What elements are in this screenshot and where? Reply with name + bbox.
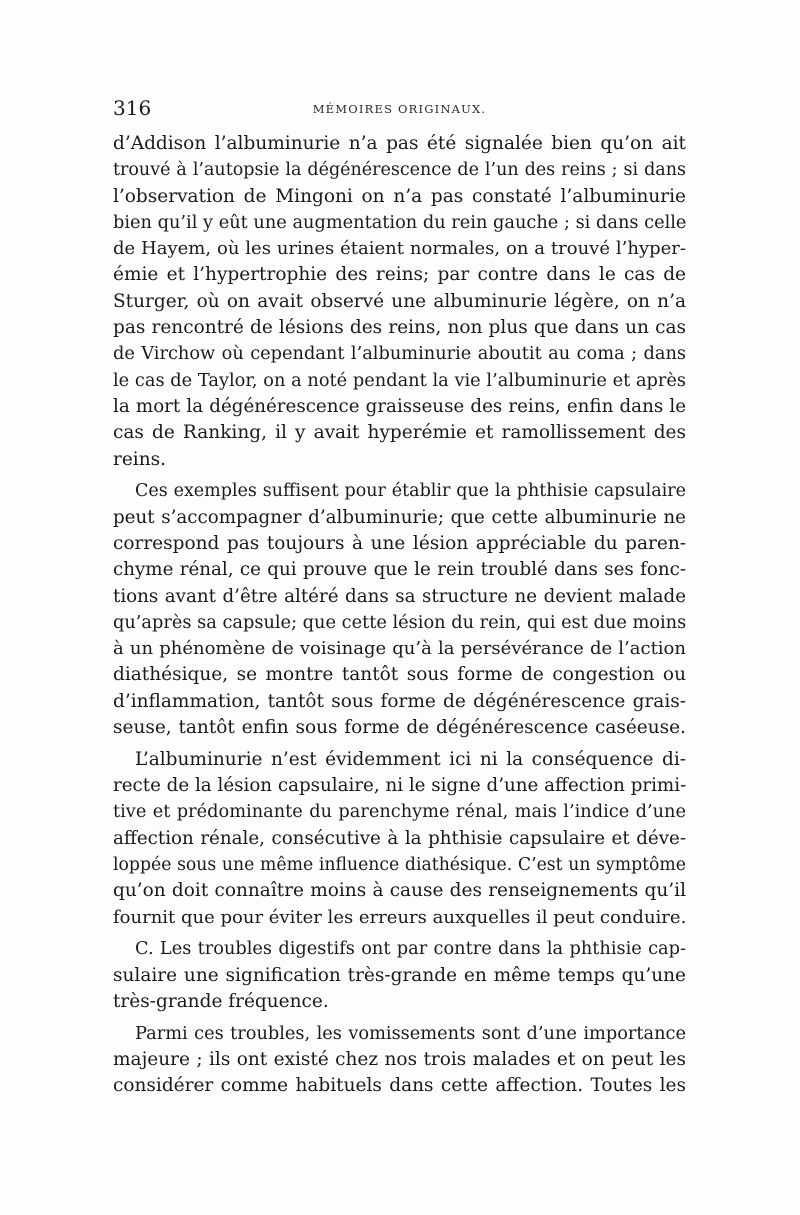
- text-line: Sturger, où on avait observé une albuminurie légère, on n’a: [113, 290, 686, 312]
- running-head: [113, 96, 686, 120]
- page-number: 316: [113, 96, 152, 120]
- text-line: de Virchow où cependant l’albuminurie aboutit au coma ; dans: [113, 344, 686, 365]
- text-line: recte de la lésion capsulaire, ni le signe d’une affection primi-: [113, 775, 687, 797]
- text-line: à un phénomène de voisinage qu’à la persévérance de l’action: [113, 638, 686, 660]
- paragraph: [113, 478, 686, 741]
- text-line: sulaire une signification très-grande en même temps qu’une: [113, 964, 686, 986]
- text-line: bien qu’il y eût une augmentation du rein gauche ; si dans celle: [113, 212, 687, 233]
- text-line: cas de Ranking, il y avait hyperémie et ramollissement des: [113, 422, 686, 444]
- text-line: d’inflammation, tantôt sous forme de dégénérescence grais-: [113, 690, 686, 712]
- text-line: diathésique, se montre tantôt sous forme de congestion ou: [113, 664, 686, 686]
- text-line: fournit que pour éviter les erreurs auxquelles il peut conduire.: [113, 906, 687, 928]
- text-line: très-grande fréquence.: [113, 991, 329, 1012]
- paragraph: [113, 1021, 686, 1100]
- text-line: pas rencontré de lésions des reins, non plus que dans un cas: [113, 317, 686, 339]
- text-line: considérer comme habituels dans cette affection. Toutes les: [113, 1075, 686, 1097]
- text-line: L’albuminurie n’est évidemment ici ni la conséquence di-: [135, 748, 686, 770]
- text-line: affection rénale, consécutive à la phthisie capsulaire et déve-: [113, 827, 686, 849]
- text-line: C. Les troubles digestifs ont par contre dans la phthisie cap-: [135, 939, 686, 960]
- text-line: la mort la dégénérescence graisseuse des reins, enfin dans le: [113, 395, 686, 417]
- text-line: loppée sous une même influence diathésique. C’est un symptôme: [113, 855, 686, 876]
- text-line: d’Addison l’albuminurie n’a pas été signalée bien qu’on ait: [113, 133, 686, 154]
- text-line: majeure ; ils ont existé chez nos trois malades et on peut les: [113, 1049, 686, 1071]
- text-line: trouvé à l’autopsie la dégénérescence de l’un des reins ; si dans: [113, 160, 686, 181]
- text-line: émie et l’hypertrophie des reins; par contre dans le cas de: [113, 264, 686, 286]
- text-line: seuse, tantôt enfin sous forme de dégénérescence caséeuse.: [113, 717, 686, 739]
- text-line: peut s’accompagner d’albuminurie; que cette albuminurie ne: [113, 506, 686, 528]
- paragraph: [113, 936, 686, 1015]
- text-line: tions avant d’être altéré dans sa structure ne devient malade: [113, 585, 686, 607]
- paragraph: [113, 131, 686, 473]
- text-line: reins.: [113, 448, 166, 470]
- paragraph: [113, 747, 686, 931]
- text-line: Parmi ces troubles, les vomissements sont d’une importance: [135, 1023, 686, 1044]
- text-line: le cas de Taylor, on a noté pendant la vie l’albuminurie et après: [113, 370, 686, 391]
- text-line: qu’on doit connaître moins à cause des renseignements qu’il: [113, 880, 686, 902]
- text-line: Ces exemples suffisent pour établir que la phthisie capsulaire: [135, 481, 686, 502]
- text-line: l’observation de Mingoni on n’a pas constaté l’albuminurie: [113, 185, 686, 207]
- text-line: chyme rénal, ce qui prouve que le rein troublé dans ses fonc-: [113, 559, 686, 581]
- body-text: [113, 131, 686, 1100]
- text-line: de Hayem, où les urines étaient normales, on a trouvé l’hyper-: [113, 238, 686, 260]
- running-title: MÉMOIRES ORIGINAUX.: [312, 102, 487, 116]
- text-line: qu’après sa capsule; que cette lésion du rein, qui est due moins: [113, 612, 687, 633]
- text-line: correspond pas toujours à une lésion appréciable du paren-: [113, 532, 686, 554]
- text-line: tive et prédominante du parenchyme rénal, mais l’indice d’une: [113, 802, 686, 823]
